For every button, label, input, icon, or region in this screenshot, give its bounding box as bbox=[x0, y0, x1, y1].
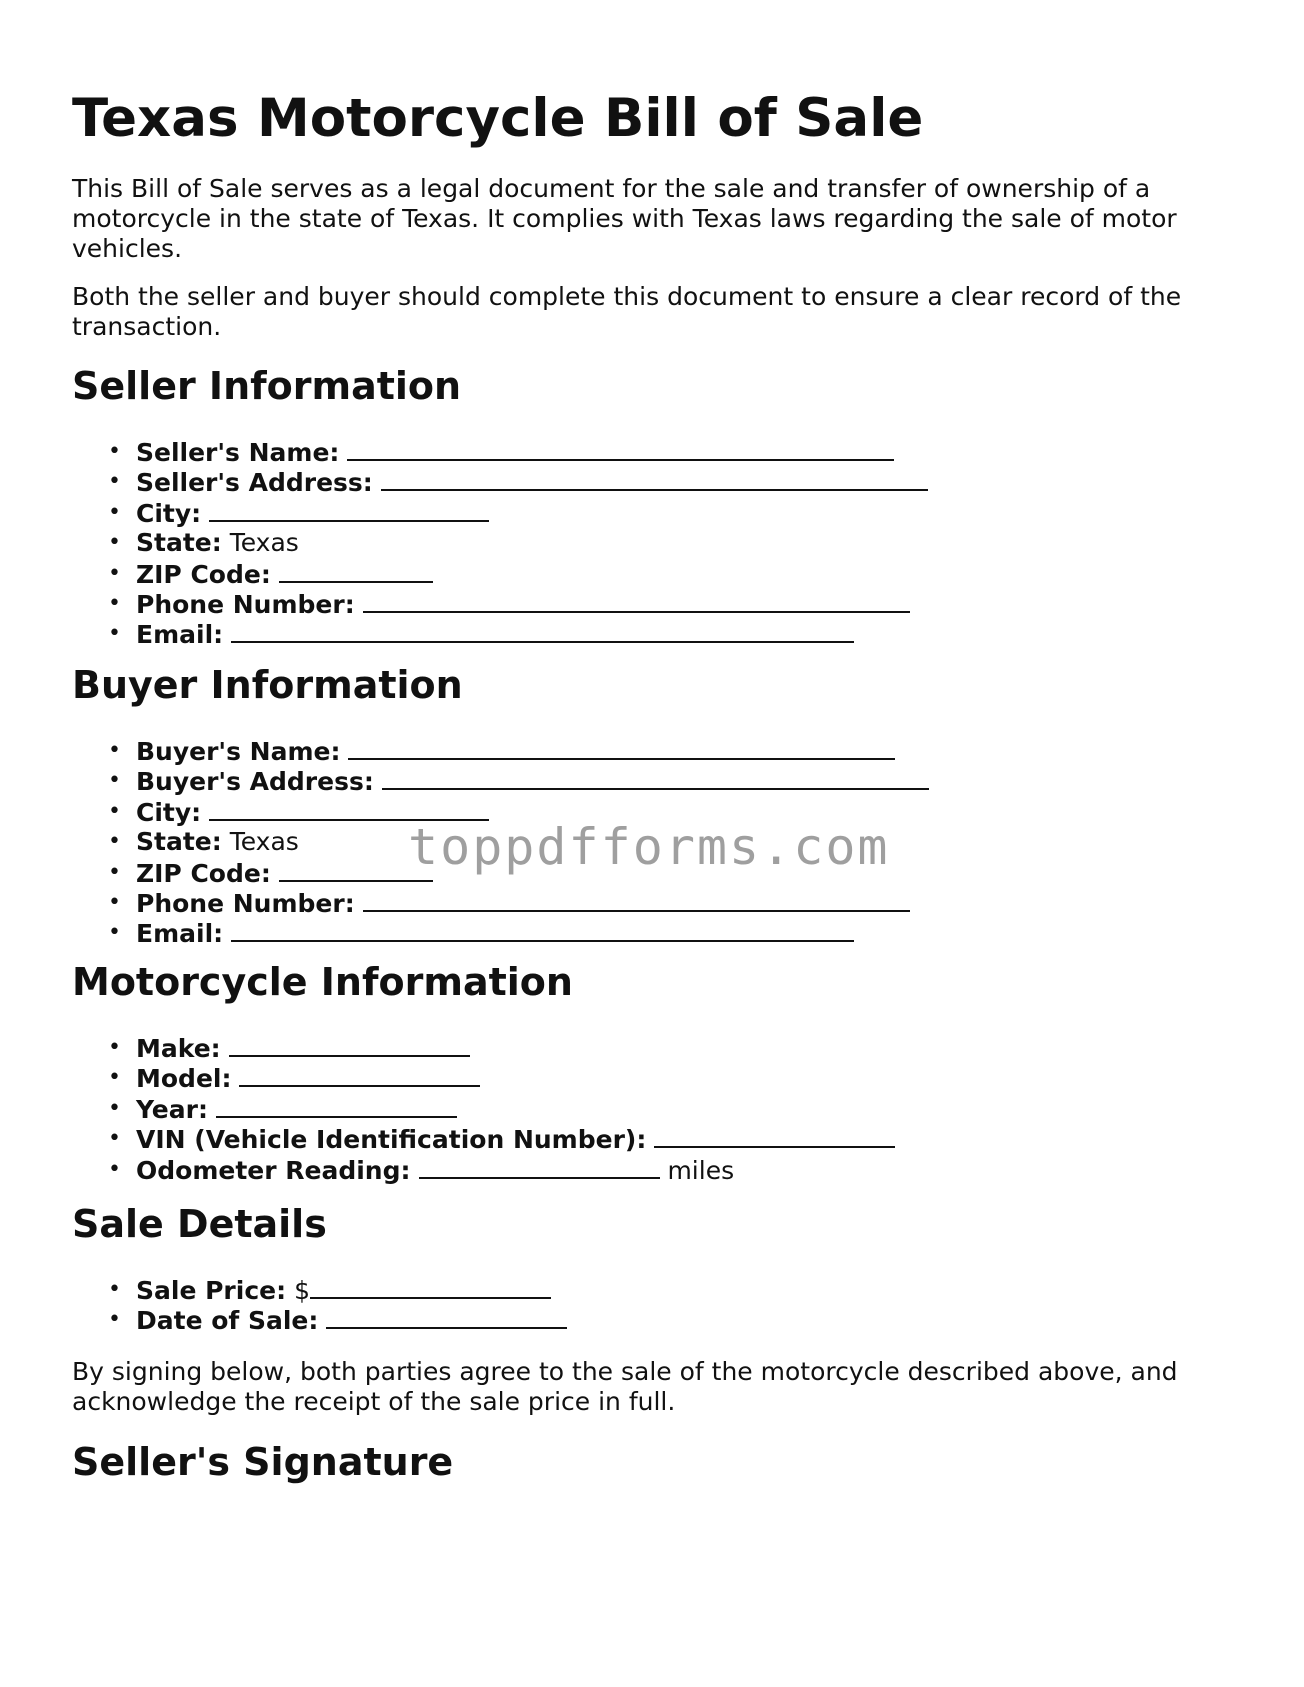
buyer-zip-row bbox=[72, 858, 929, 888]
seller-name-row bbox=[72, 437, 928, 467]
bullet: • bbox=[108, 1156, 121, 1182]
vin-row bbox=[72, 1124, 895, 1154]
seller-phone-label: Phone Number: bbox=[136, 589, 355, 619]
buyer-fields bbox=[72, 736, 929, 949]
bullet: • bbox=[108, 1277, 121, 1302]
seller-name-field[interactable] bbox=[347, 437, 894, 461]
bullet: • bbox=[108, 829, 121, 855]
sale-fields bbox=[72, 1275, 567, 1336]
odometer-field[interactable] bbox=[419, 1155, 660, 1179]
buyer-phone-field[interactable] bbox=[363, 888, 910, 912]
seller-state-row bbox=[72, 528, 928, 558]
buyer-zip-label: ZIP Code: bbox=[136, 858, 271, 888]
seller-zip-row bbox=[72, 559, 928, 589]
model-field[interactable] bbox=[239, 1063, 480, 1087]
seller-city-row bbox=[72, 498, 928, 528]
vin-field[interactable] bbox=[654, 1124, 895, 1148]
bullet: • bbox=[108, 1095, 121, 1121]
bullet: • bbox=[108, 738, 121, 763]
bullet: • bbox=[108, 1126, 121, 1152]
agreement-text: By signing below, both parties agree to the sale of the motorcycle described above, and acknowledge the receipt of the sale price in full. bbox=[72, 1357, 1178, 1416]
seller-email-label: Email: bbox=[136, 620, 224, 650]
seller-phone-row bbox=[72, 589, 928, 619]
bullet: • bbox=[108, 469, 121, 495]
seller-zip-label: ZIP Code: bbox=[136, 559, 271, 589]
sale-date-label: Date of Sale: bbox=[136, 1306, 319, 1336]
motorcycle-heading: Motorcycle Information bbox=[72, 960, 573, 1004]
bullet: • bbox=[108, 1035, 121, 1060]
make-field[interactable] bbox=[229, 1033, 470, 1057]
make-row bbox=[72, 1033, 895, 1063]
sale-price-row bbox=[72, 1275, 567, 1305]
buyer-address-field[interactable] bbox=[382, 766, 929, 790]
bullet: • bbox=[108, 768, 121, 794]
bullet: • bbox=[108, 560, 121, 586]
make-label: Make: bbox=[136, 1034, 221, 1063]
year-field[interactable] bbox=[216, 1094, 457, 1118]
vin-label: VIN (Vehicle Identification Number): bbox=[136, 1125, 647, 1155]
model-label: Model: bbox=[136, 1064, 232, 1094]
seller-name-label: Seller's Name: bbox=[136, 438, 340, 467]
buyer-email-row bbox=[72, 918, 929, 948]
buyer-name-field[interactable] bbox=[348, 736, 895, 760]
buyer-phone-label: Phone Number: bbox=[136, 888, 355, 918]
sale-date-field[interactable] bbox=[326, 1305, 567, 1329]
seller-heading: Seller Information bbox=[72, 364, 462, 408]
sale-price-field[interactable] bbox=[310, 1275, 551, 1299]
seller-email-row bbox=[72, 619, 928, 649]
sale-heading: Sale Details bbox=[72, 1202, 327, 1246]
seller-state-value: Texas bbox=[229, 528, 299, 558]
year-label: Year: bbox=[136, 1094, 208, 1124]
model-row bbox=[72, 1063, 895, 1093]
buyer-zip-field[interactable] bbox=[279, 858, 433, 882]
bullet: • bbox=[108, 798, 121, 824]
bullet: • bbox=[108, 1307, 121, 1333]
buyer-state-row bbox=[72, 827, 929, 857]
odometer-label: Odometer Reading: bbox=[136, 1155, 411, 1185]
bullet: • bbox=[108, 590, 121, 616]
odometer-unit: miles bbox=[667, 1155, 735, 1185]
bullet: • bbox=[108, 889, 121, 915]
seller-address-label: Seller's Address: bbox=[136, 468, 373, 498]
bullet: • bbox=[108, 1065, 121, 1091]
seller-state-label: State: bbox=[136, 528, 222, 558]
buyer-name-row bbox=[72, 736, 929, 766]
seller-phone-field[interactable] bbox=[363, 589, 910, 613]
odometer-row bbox=[72, 1155, 895, 1185]
buyer-name-label: Buyer's Name: bbox=[136, 737, 341, 766]
document-title: Texas Motorcycle Bill of Sale bbox=[72, 88, 924, 149]
buyer-city-row bbox=[72, 797, 929, 827]
buyer-city-field[interactable] bbox=[209, 797, 489, 821]
bullet: • bbox=[108, 859, 121, 885]
sale-date-row bbox=[72, 1305, 567, 1335]
intro-paragraph-1: This Bill of Sale serves as a legal document for the sale and transfer of ownership of a motorcycle in the state of Texas. It complies with Texas laws regarding the sale of motor vehicles. bbox=[72, 174, 1177, 263]
intro-paragraph-2: Both the seller and buyer should complete this document to ensure a clear record of the transaction. bbox=[72, 282, 1182, 341]
sale-price-label: Sale Price: bbox=[136, 1276, 287, 1305]
seller-address-row bbox=[72, 467, 928, 497]
buyer-address-label: Buyer's Address: bbox=[136, 767, 374, 797]
buyer-email-label: Email: bbox=[136, 919, 224, 949]
buyer-heading: Buyer Information bbox=[72, 663, 463, 707]
buyer-city-label: City: bbox=[136, 797, 202, 827]
bullet: • bbox=[108, 621, 121, 647]
year-row bbox=[72, 1094, 895, 1124]
seller-city-field[interactable] bbox=[209, 498, 489, 522]
motorcycle-fields bbox=[72, 1033, 895, 1185]
buyer-phone-row bbox=[72, 888, 929, 918]
bullet: • bbox=[108, 439, 121, 464]
signature-heading: Seller's Signature bbox=[72, 1440, 454, 1484]
bullet: • bbox=[108, 920, 121, 946]
bullet: • bbox=[108, 530, 121, 556]
seller-address-field[interactable] bbox=[381, 467, 928, 491]
buyer-state-value: Texas bbox=[229, 827, 299, 857]
buyer-address-row bbox=[72, 766, 929, 796]
buyer-email-field[interactable] bbox=[231, 918, 854, 942]
bullet: • bbox=[108, 499, 121, 525]
buyer-state-label: State: bbox=[136, 827, 222, 857]
seller-email-field[interactable] bbox=[231, 619, 854, 643]
watermark-text: toppdfforms.com bbox=[408, 818, 890, 876]
seller-fields bbox=[72, 437, 928, 650]
seller-zip-field[interactable] bbox=[279, 559, 433, 583]
sale-price-currency: $ bbox=[294, 1276, 310, 1305]
seller-city-label: City: bbox=[136, 498, 202, 528]
